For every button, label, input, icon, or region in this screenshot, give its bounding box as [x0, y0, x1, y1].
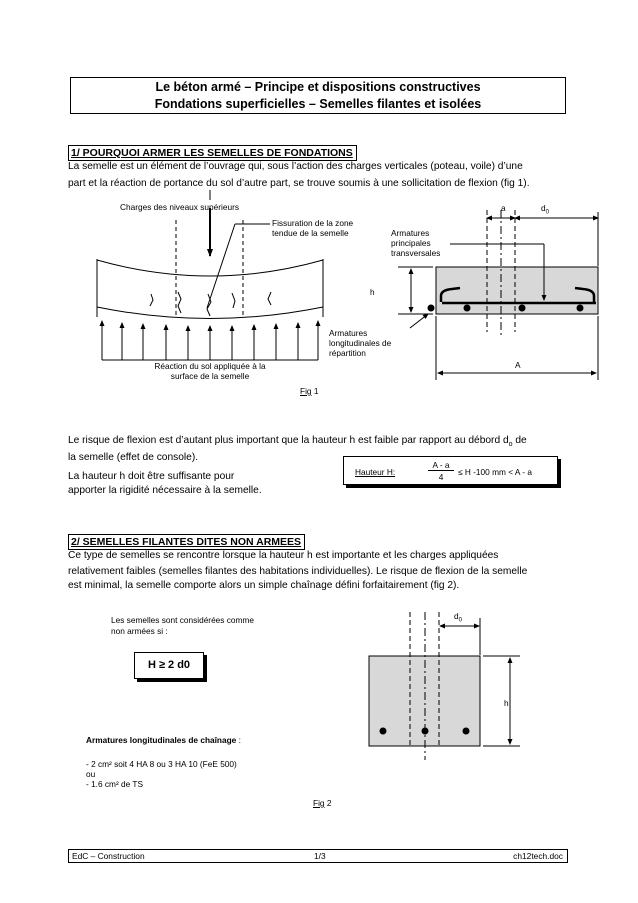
chainage-title: Armatures longitudinales de chaînage — [86, 735, 237, 745]
section-1-heading: 1/ POURQUOI ARMER LES SEMELLES DE FONDATIONS — [68, 145, 357, 161]
condition-text: H ≥ 2 d0 — [147, 659, 191, 671]
section-2-para-line-1: Ce type de semelles se rencontre lorsque la hauteur h est importante et les charges appliquées — [68, 550, 499, 561]
flexion-risk-text: Le risque de flexion est d’autant plus important que la hauteur h est faible par rapport au débord d — [68, 435, 509, 446]
formula-numerator: A - a — [428, 460, 454, 471]
figure-2-caption-num: 2 — [324, 798, 332, 808]
chainage-line-1: - 2 cm² soit 4 HA 8 ou 3 HA 10 (FeE 500) — [86, 759, 237, 769]
footer-page-number: 1/3 — [314, 851, 326, 861]
flexion-risk-line-2: la semelle (effet de console). — [68, 452, 199, 464]
footer-filename: ch12tech.doc — [513, 851, 563, 861]
section-1-para-line-2: part et la réaction de portance du sol d’autre part, se trouve soumis à une sollicitation de flexion (fig 1). — [68, 178, 530, 189]
formula-label: Hauteur H: — [355, 467, 396, 477]
non-armees-condition-line-1: Les semelles sont considérées comme — [111, 615, 254, 625]
fig2-d0-label — [454, 611, 462, 626]
chainage-line-2: ou — [86, 769, 96, 779]
footer-left: EdC – Construction — [72, 851, 145, 861]
reaction-label-line-2: surface de la semelle — [170, 371, 250, 381]
figure-1-caption-word: Fig — [300, 386, 312, 396]
dim-h-label: h — [370, 287, 375, 297]
page-footer — [68, 849, 568, 863]
distribution-bars-label-line-3: répartition — [329, 348, 366, 358]
formula-rest: ≤ H -100 mm < A - a — [458, 467, 532, 477]
distribution-bars-label-line-1: Armatures — [329, 328, 368, 338]
chainage-colon: : — [236, 735, 241, 745]
fig2-d0-label-text: d — [454, 611, 459, 621]
charges-label: Charges des niveaux supérieurs — [120, 202, 239, 212]
dim-d0-label-text: d — [541, 203, 546, 213]
document-title-line-1: Le béton armé – Principe et dispositions constructives — [155, 80, 481, 94]
figure-2-caption-word: Fig — [313, 798, 325, 808]
section-1-para-line-1: La semelle est un élément de l’ouvrage qui, sous l’action des charges verticales (poteau, voile) d’une — [68, 161, 523, 172]
figure-1-caption-num: 1 — [311, 386, 319, 396]
fissuration-label-line-1: Fissuration de la zone — [272, 218, 354, 228]
main-rebars-label-line-2: principales — [391, 238, 431, 248]
dim-a-label: a — [501, 203, 506, 213]
fig2-d0-label-sub: 0 — [458, 617, 462, 624]
distribution-bars-label-line-2: longitudinales de — [329, 338, 392, 348]
fissuration-label-line-2: tendue de la semelle — [272, 228, 349, 238]
section-2-heading: 2/ SEMELLES FILANTES DITES NON ARMEES — [68, 534, 305, 550]
document-title-line-2: Fondations superficielles – Semelles filantes et isolées — [154, 97, 482, 111]
section-2-para-line-3: est minimal, la semelle comporte alors un simple chaînage défini forfaitairement (fig 2). — [68, 580, 460, 591]
height-paragraph-line-2: apporter la rigidité nécessaire à la semelle. — [68, 485, 262, 496]
non-armees-condition-line-2: non armées si : — [111, 626, 168, 636]
flexion-risk-sub: o — [508, 441, 513, 449]
figure-2-caption — [313, 798, 331, 808]
chainage-line-3: - 1.6 cm² de TS — [86, 779, 144, 789]
main-rebars-label-line-1: Armatures — [391, 228, 430, 238]
section-2-para-line-2: relativement faibles (semelles filantes des habitations individuelles). Le risque de flexion de la semelle — [68, 566, 528, 577]
main-rebars-label-line-3: transversales — [391, 248, 441, 258]
reaction-label-line-1: Réaction du sol appliquée à la — [154, 361, 266, 371]
formula-denominator: 4 — [438, 472, 444, 482]
dim-d0-label-sub: 0 — [545, 209, 549, 216]
dim-A-label: A — [515, 360, 521, 370]
height-paragraph-line-1: La hauteur h doit être suffisante pour — [68, 471, 235, 482]
flexion-risk-end: de — [512, 435, 527, 446]
fig2-h-label: h — [504, 698, 509, 708]
